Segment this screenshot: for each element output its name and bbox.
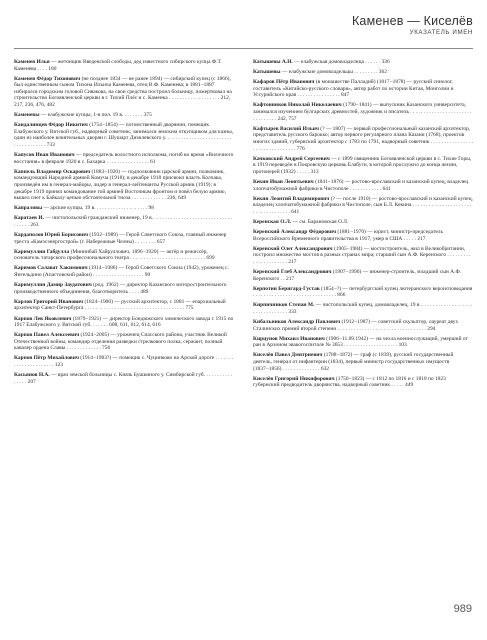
index-entry: [253, 336, 473, 349]
index-entry: [14, 282, 234, 295]
index-entry: [253, 246, 473, 266]
entry-name: Каримов Салават Хакимович: [14, 265, 88, 272]
running-header: [352, 14, 473, 36]
entry-name: Катышевы А.Н.: [253, 59, 293, 65]
entry-name: Керенский Глеб Александрович: [253, 268, 332, 275]
index-entry: [14, 112, 234, 119]
entry-name: Каменев Фёдор Тихонович: [14, 75, 81, 82]
entry-name: Керенская О.Л.: [253, 218, 292, 225]
header-subtitle: УКАЗАТЕЛЬ ИМЕН: [409, 29, 473, 36]
entry-description: — с 1899 священник Богоявленской церкви в с. Тихие Горы, в 1919 переведён в Покровскую церковь Елабуги, в которой прослужил до конца жизни, протоиерей (1932) . . . . . 313: [253, 155, 472, 175]
header-title: Каменев — Киселёв: [351, 14, 473, 28]
entry-name: Каримуллин Дамир Заудатович: [14, 282, 92, 289]
index-entry: [14, 249, 234, 262]
entry-name: Кирцунов Михаил Иванович: [253, 335, 325, 342]
entry-description: (1841−1876) — ростово-ярославский и казанский купец, владелец хлопчатобумажной фабрики в Чистополе . . . . . . . . . . . . 641: [253, 178, 469, 192]
index-entry: [253, 179, 473, 192]
index-entry: [253, 302, 473, 315]
entry-description: (не позднее 1834 — не ранее 1894) — сибирский купец (с 1866), был единственным сыном Тихона Ильича Каменева, отец В.Ф. Каменева; в 1881−1887 избирался городским головой Сивакова, на свои средства построил больницу, пожертвовал на строительство Богоявленской церкви в г. Тихий Плёс и с. Каменка . . . . . . . . . . . . . . . . . . . 212, 217, 236, 476, 482: [14, 75, 232, 109]
entry-description: (род. 1962) — директор Казанского моторостроительного производственного объединения, благотворитель . . . . 489: [14, 282, 227, 295]
entry-name: Керенский Олег Александрович: [253, 245, 333, 252]
entry-description: (1905−1984) — мостостроитель, жил в Великобритании, построил множество мостов в разных странах мира; старший сын А.Ф. Керенского . . . . . . . . . . . . . . . . . . . . . . 217: [253, 245, 471, 265]
page-number: 989: [453, 603, 472, 615]
index-entry: [14, 76, 234, 109]
entry-description: — см. Барановская О.Л.: [291, 218, 349, 225]
entry-name: Карпов Павел Алексеевич: [14, 332, 80, 339]
index-entry: [14, 299, 234, 312]
entry-name: Каппель Владимир Оскарович: [14, 168, 91, 175]
index-entry: [14, 169, 234, 202]
entry-name: Каменев Илья: [14, 59, 50, 65]
entry-name: Касьянов Н.А.: [14, 372, 50, 379]
header-rule: [14, 48, 473, 49]
entry-description: (1924−2005) — уроженец Спасского района, участник Великой Отечественной войны, командир отделения разведки стрелкового полка, сержант, полный кавалер ордена Славы . . . . . . . . . . . . . 756: [14, 332, 227, 352]
entry-description: — елабужская домовладелица . . . . . . 336: [292, 59, 390, 65]
entry-name: Кафтонников Николай Николаевич: [253, 102, 342, 109]
entry-description: (1879−1921) — директор Бондюжского химического завода с 1915 по 1917 Елабужского у. Вятской губ. . . . . . . 608, 611, 612, 614, 616: [14, 315, 234, 329]
entry-description: — чистопольский гражданский инженер, 19 в. . . . . . . . . . . . . . . . . . . . . . . . . . . . . . . . . . . . 263: [14, 215, 232, 228]
entry-name: Карпов Пётр Михайлович: [14, 355, 79, 362]
entry-description: (1914−1986) — Герой Советского Союза (1942), уроженец с. Янгельдино (Апастовский район) . . . . . . . . . . . . . . . . . . . 90: [14, 265, 229, 279]
entry-description: — председатель волостного исполкома, погиб во время «Вилочного восстания» в феврале 1920 в с. Бахарка . . . . . . . . . . . . . . . . 61: [14, 152, 234, 165]
entry-description: (1914−1983?) — помещик с. Чуцинково на Арской дороге . . . . . . . . . . . . . . . . . . . . . . 123: [14, 355, 234, 369]
index-entry: [14, 232, 234, 245]
index-entry: [253, 126, 473, 152]
entry-name: Кирпичников Степан М.: [253, 302, 315, 309]
entry-description: (1932−1989) — Герой Советского Союза, главный инженер треста «Камэсэнергострой» (г. Набережные Челны) . . . . . . . . 657: [14, 232, 227, 245]
index-entry: [253, 102, 473, 122]
index-entry: [253, 319, 473, 332]
entry-description: (1912−1987) — советский скульптор, лауреат двух Сталинских премий второй степени . . . . . . . . . . . . . . . . . . . . . . . . . . . . . . . . . 294: [253, 319, 459, 332]
index-entry: [253, 69, 473, 76]
entry-name: Капраловы: [14, 205, 43, 212]
entry-description: (1790−1841) — выпускник Казанского университета, занимался изучением булгарских древностей, художник и писатель . . . . . . . . . . . . . . . . . . . . . . . . . . . . . . . . 242, 757: [253, 102, 472, 122]
entry-name: Каменевы: [14, 112, 40, 119]
right-column: [253, 59, 473, 392]
entry-name: Киселёв Григорий Никифорович: [253, 375, 335, 382]
entry-description: (1907−1990) — инженер-строитель, младший сын А.Ф. Керенского . . 217: [253, 268, 462, 282]
index-entry: [253, 219, 473, 226]
entry-name: Карлов Григорий Иванович: [14, 298, 84, 305]
entry-name: Киселёв Павел Дмитриевич: [253, 352, 323, 359]
index-entry: [253, 286, 473, 299]
entry-name: Керпотин Бернгард-Густав: [253, 285, 320, 292]
index-entry: [14, 265, 234, 278]
entry-description: — арские купцы, 19 в. . . . . . . . . . . . . . . . . . . . 98: [42, 205, 154, 212]
entry-description: (в монашестве Палладий) (1817−1878) — русский синолог, составитель «Китайско-русского словаря», автор работ по истории Китая, Монголии и Уссурийского края . . . . . . . . . . . . . . . . 847: [253, 79, 454, 99]
index-entry: [253, 79, 473, 99]
entry-description: (Миннибай Хайруллович, 1896−1920) — актёр и режиссёр, основатель татарского профессионального театра . . . . . . . . . . . . . . . . . . . . . . . . . . . . 699: [14, 248, 215, 262]
index-entry: [14, 59, 234, 72]
entry-name: Керенский Александр Фёдорович: [253, 228, 337, 235]
entry-description: — елабужские купцы, 1-я пол. 19 в. . . . . . . . 375: [39, 112, 152, 119]
entry-description: (1854−?) — петербургский купец лютеранского вероисповедания . . . . . . . . . . . . . . . . . . . . . . . . . . . . . . . 866: [253, 285, 473, 299]
entry-description: (1754−1854) — потомственный дворянин, помещик Елабужского у. Вятской губ., надворный советник; занимался земским откупщиком для казны, один из наиболее влиятельных дворян г. Шушарт Дизилевского у. . . . . . . . . . . . . . . . . . . . . . . . . . . . . . . . . . . . . 733: [14, 122, 234, 149]
entry-description: (1788−1872) — граф (с 1839), русский государственный деятель, генерал от инфантерии (1834), первый министр государственных имуществ (1837−1856) . . . . . . . . . . . . . . 632: [253, 352, 454, 372]
entry-name: Кекин Леонтий Владимирович: [253, 195, 330, 202]
index-entry: [14, 122, 234, 148]
entry-name: Качковский Андрей Сергеевич: [253, 155, 330, 162]
index-entry: [253, 269, 473, 282]
entry-description: (1750−1823) — с 1812 по 1816 и с 1818 по 1823 губернский предводитель дворянства, надворный советник . . . . . 449: [253, 375, 446, 389]
entry-description: — елабужские домовладельцы . . . . . . . . . 362: [280, 69, 387, 76]
entry-name: Кафаров Пётр Иванович: [253, 79, 315, 86]
entry-name: Кекин Иван Леонтьевич: [253, 178, 314, 185]
entry-description: (1906−11.09.1942) — на чехла военнослужащий, умерший от ран в Архоном эвакогоспитале № 3653 . . . . . . . . . . . . . . . . . . . . 103: [253, 335, 468, 349]
index-entry: [14, 372, 234, 385]
entry-description: — врач земской больницы с. Князь Бушкиного у. Симбирской губ. . . . . . . . . . . . . . . . 207: [14, 372, 233, 385]
index-entry: [253, 352, 473, 372]
entry-name: Карпов Лев Яковлевич: [14, 315, 72, 322]
index-entry: [14, 152, 234, 165]
entry-name: Капусов Иван Иванович: [14, 152, 75, 159]
index-entry: [253, 156, 473, 176]
entry-description: — чистопольский купец, домовладелец, 19 в. . . . . . . . . . . . . . . . . . . . . . . . . . . . . . . . . 333: [253, 302, 473, 315]
index-entry: [14, 332, 234, 352]
index-entry: [14, 316, 234, 329]
entry-name: Кафтырев Василий Ильич: [253, 125, 319, 132]
entry-description: (1824−1900) — русский архитектор, с 1881 — епархиальный архитектор Санкт-Петербурга . . . . . . . . . . . . . . . . . . . . . . . . . . . . . . . . . . . . . 775: [14, 298, 226, 312]
entry-description: (1881−1970) — юрист, министр-председатель Всероссийского Временного правительства в 1917, умер в США . . . . . 217: [253, 228, 443, 242]
entry-name: Катышевы: [253, 69, 281, 76]
index-entry: [253, 229, 473, 242]
entry-description: (? — 1807) — первый профессиональный казанский архитектор, представитель русского барокко; автор первого регулярного плана Казани (1768), проектов многих зданий, губернский архитектор с 1783 по 1791, надворный советник . . . . . . . . . . . . . . . . . . . . . . . . . . . . . . . . 776: [253, 125, 473, 152]
entry-name: Кардаполов Юрий Борисович: [14, 232, 89, 239]
entry-description: (1883−1920) — подполковник царской армии, полковник, командующий Народной армией Комуча (1918); в декабре 1918 присвоил власть Колчака, произведён им в генерал-майоры, лидер в генерал-лейтенанты Русской армии (1919); в декабре 1919 принял командование той армией Восточным фронтом и повёл белую армию, вышел снег к Байкалу цепью обстоятельной тиоза . . . . . . . . . . . . . 236, 649: [14, 168, 226, 202]
entry-description: — жетонщик Введенской слободы, дед известного сибирского купца Ф.Т. Каменева . . . . 180: [14, 59, 222, 72]
index-entry: [253, 376, 473, 389]
entry-description: (? — после 1910) — ростово-ярославский и казанский купец, владелец хлопчатобумажной фабрики в Чистополе, сын Б.Л. Кекина . . . . . . . . . . . . . . . . . . . . . . . . . . . . . . . . . . . . 641: [253, 195, 473, 215]
index-entry: [14, 355, 234, 368]
entry-name: Каратаев И.: [14, 215, 44, 222]
entry-name: Каримуллин Габдулла: [14, 248, 70, 255]
index-entry: [253, 59, 473, 66]
left-column: [14, 59, 234, 389]
entry-name: Кандалинцев Фёдор Никитич: [14, 122, 88, 129]
index-entry: [14, 215, 234, 228]
index-entry: [14, 205, 234, 212]
entry-name: Кибальников Александр Павлович: [253, 319, 341, 325]
index-entry: [253, 196, 473, 216]
